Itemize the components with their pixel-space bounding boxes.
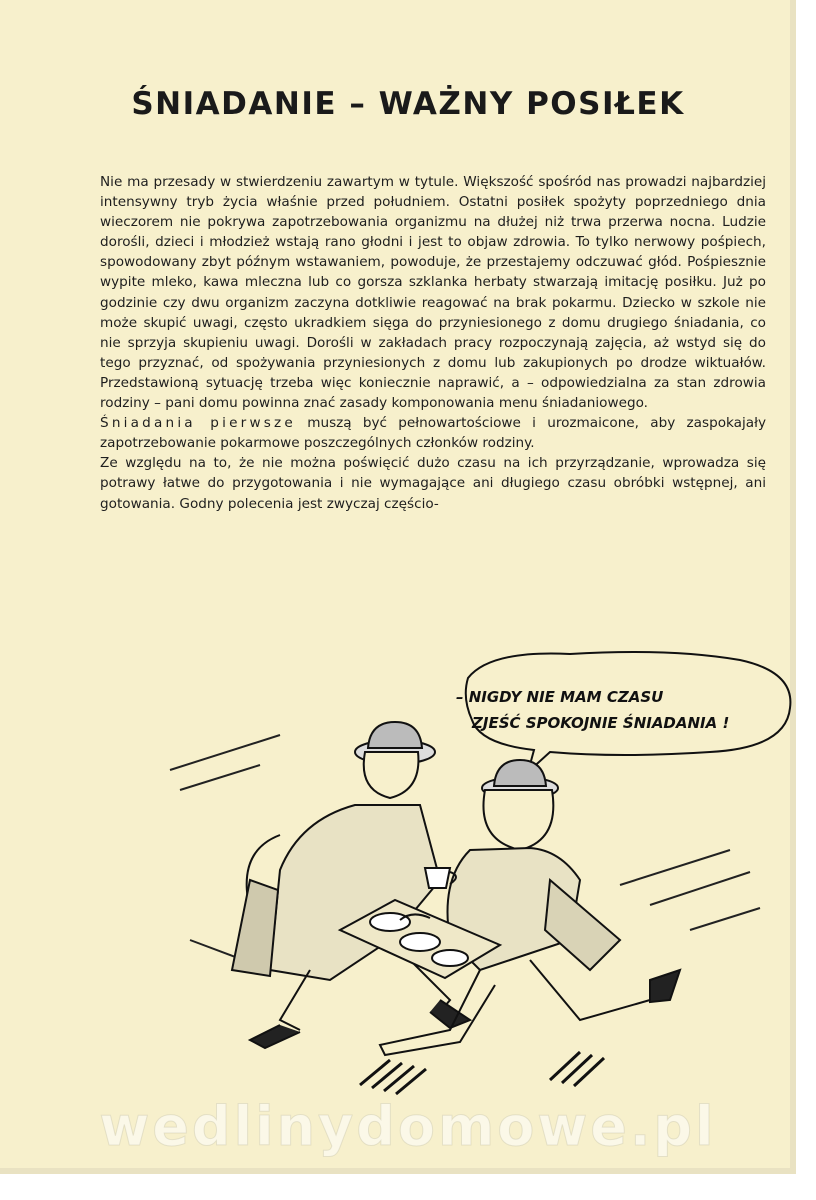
watermark: wedlinydomowe.pl (99, 1095, 717, 1158)
paragraph-text: muszą być pełnowartościowe i urozmaicone, aby zaspokajały zapotrzebowanie pokarmowe poszczególnych członków rodziny. (100, 415, 766, 452)
speech-line-1: – NIGDY NIE MAM CZASU (456, 688, 664, 706)
paragraph: Ze względu na to, że nie można poświęcić dużo czasu na ich przyrządzanie, wprowadza się potrawy łatwe do przygotowania i nie wymagające ani długiego czasu obróbki wstępnej, ani gotowania. Godny polecenia jest zwyczaj częścio- (100, 455, 766, 512)
speech-line-2: ZJEŚĆ SPOKOJNIE ŚNIADANIA ! (472, 714, 730, 732)
spaced-emphasis: Śniadania pierwsze (100, 415, 296, 432)
page-title: ŚNIADANIE – WAŻNY POSIŁEK (131, 86, 685, 122)
paragraph: Nie ma przesady w stwierdzeniu zawartym w tytule. Większość spośród nas prowadzi najbardziej intensywny tryb życia właśnie przed południem. Ostatni posiłek spożyty poprzedniego dnia wieczorem nie pokrywa zapotrzebowania organizmu na dłużej niż trwa przerwa nocna. Ludzie dorośli, dzieci i młodzież wstają rano głodni i jest to objaw zdrowia. To tylko nerwowy pośpiech, spowodowany zbyt późnym wstawaniem, powoduje, że przestajemy odczuwać głód. Pośpiesznie wypite mleko, kawa mleczna lub co gorsza szklanka herbaty stwarzają imitację posiłku. Już po godzinie czy dwu organizm zaczyna dotkliwie reagować na brak pokarmu. Dziecko w szkole nie może skupić uwagi, często ukradkiem sięga do przyniesionego z domu drugiego śniadania, co nie sprzyja skupieniu uwagi. Dorośli w zakładach pracy rozpoczynają zajęcia, aż wstyd się do tego przyznać, od spożywania przyniesionych z domu lub zakupionych po drodze wiktuałów. Przedstawioną sytuację trzeba więc koniecznie naprawić, a – odpowiedzialna za stan zdrowia rodziny – pani domu powinna znać zasady komponowania menu śniadaniowego. (100, 174, 766, 412)
ground-shadow-icon (360, 1052, 604, 1094)
cartoon-illustration (150, 640, 810, 1110)
running-man-front-icon (380, 760, 680, 1055)
speech-bubble (456, 652, 790, 772)
article-body (100, 172, 766, 514)
paragraph (100, 413, 766, 453)
